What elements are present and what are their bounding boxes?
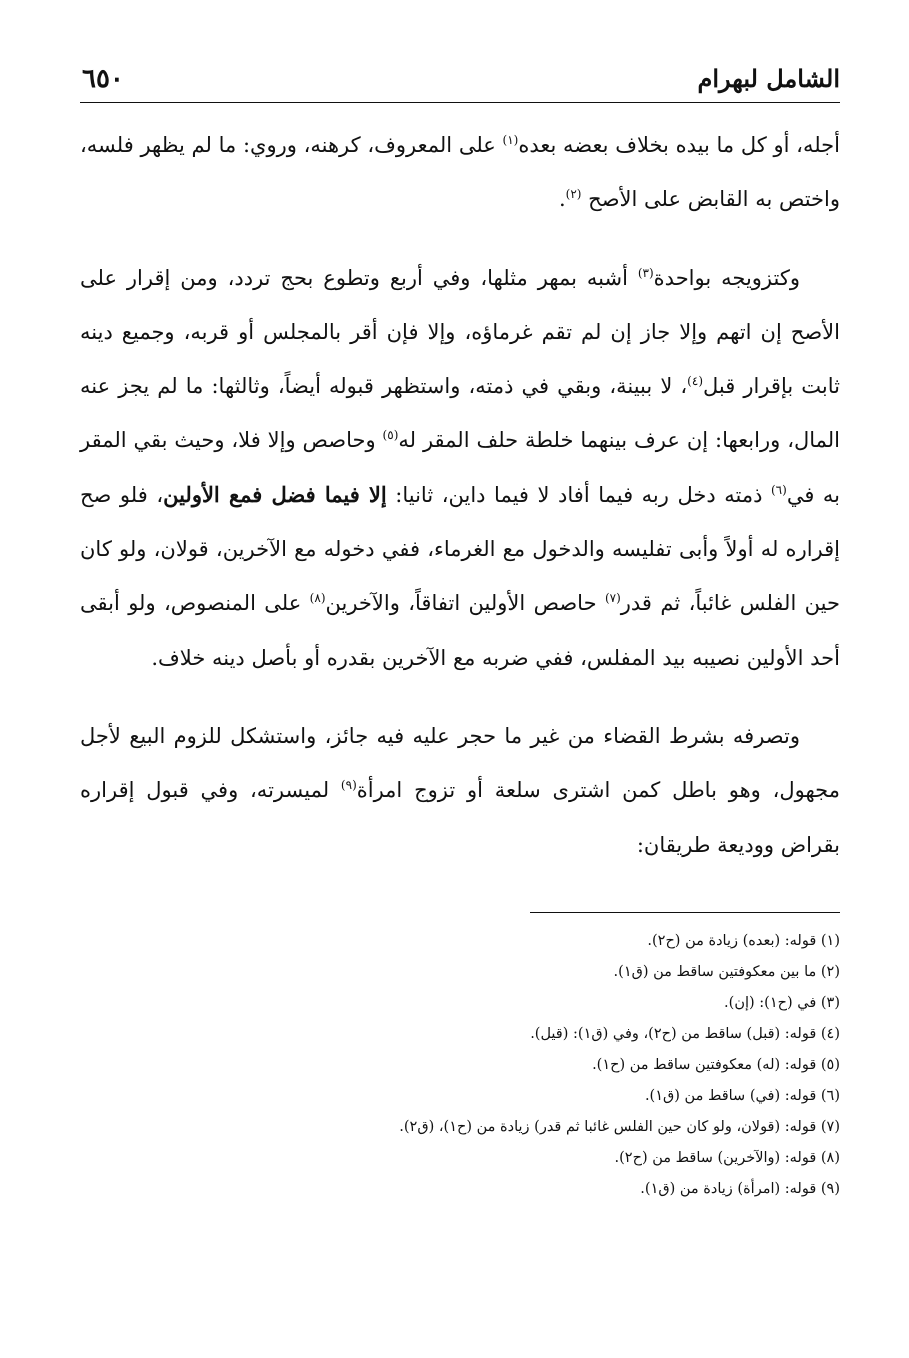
text-run: على المنصوص، ولو أبقى أحد الأولين نصيبه بيد المفلس، ففي ضربه مع الآخرين بقدره أو بأصل دينه خلاف. bbox=[80, 591, 840, 670]
footnote-ref: (٧) bbox=[604, 591, 621, 606]
text-run: وكتزويجه بواحدة bbox=[653, 265, 800, 290]
page-number: ٦٥٠ bbox=[82, 64, 124, 94]
paragraph bbox=[80, 251, 840, 685]
footnote-ref: (٦) bbox=[770, 482, 787, 497]
footnote-ref: (٩) bbox=[340, 778, 357, 793]
footnote-ref: (١) bbox=[502, 133, 519, 147]
footnote: (٤) قوله: (قبل) ساقط من (ح٢)، وفي (ق١): (قيل). bbox=[530, 1026, 840, 1042]
running-title: الشامل لبهرام bbox=[697, 64, 840, 93]
text-run: ، لا ببينة، وبقي في ذمته، واستظهر قبوله أيضاً، وثالثها: ما لم يجز عنه المال، ورابعها: إن عرف بينهما خلطة حلف المقر له bbox=[80, 374, 840, 453]
text-run: وحاصص وإلا فلا، وحيث بقي المقر به في bbox=[80, 428, 841, 507]
text-run: ، فلو صح إقراره له أولاً وأبى تفليسه والدخول مع الغرماء، ففي دخوله مع الآخرين، قولان، ولو كان حين الفلس غائباً، ثم قدر bbox=[80, 482, 840, 616]
text-run: وتصرفه بشرط القضاء من غير ما حجر عليه فيه جائز، واستشكل للزوم البيع لأجل مجهول، وهو باطل كمن اشترى سلعة أو تزوج امرأة bbox=[80, 723, 840, 803]
footnote: (٣) في (ح١): (إن). bbox=[724, 995, 840, 1011]
footnote: (٢) ما بين معكوفتين ساقط من (ق١). bbox=[613, 964, 840, 980]
paragraph bbox=[80, 118, 840, 227]
footnote: (٥) قوله: (له) معكوفتين ساقط من (ح١). bbox=[592, 1057, 840, 1073]
footnote: (١) قوله: (بعده) زيادة من (ح٢). bbox=[647, 933, 840, 949]
footnote-ref: (٨) bbox=[309, 591, 326, 606]
footnote: (٩) قوله: (امرأة) زيادة من (ق١). bbox=[640, 1181, 840, 1197]
bold-text: إلا فيما فضل فمع الأولين bbox=[163, 481, 387, 507]
text-run: . bbox=[558, 187, 566, 212]
footnote-divider bbox=[530, 912, 840, 913]
main-text bbox=[80, 118, 840, 872]
footnote-ref: (٥) bbox=[382, 428, 399, 443]
text-run: أجله، أو كل ما بيده بخلاف بعضه بعده bbox=[518, 133, 840, 157]
footnotes bbox=[80, 926, 840, 1205]
page-header bbox=[80, 62, 840, 103]
text-run: حاصص الأولين اتفاقاً، والآخرين bbox=[325, 591, 605, 616]
footnote-ref: (٢) bbox=[565, 187, 582, 202]
footnote: (٧) قوله: (قولان، ولو كان حين الفلس غائبا ثم قدر) زيادة من (ح١)، (ق٢). bbox=[399, 1119, 840, 1135]
paragraph bbox=[80, 709, 840, 872]
footnote-ref: (٤) bbox=[687, 374, 703, 389]
text-run: ذمته دخل ربه فيما أفاد لا فيما داين، ثانيا: bbox=[386, 482, 771, 507]
text-run: لميسرته، وفي قبول إقراره بقراض ووديعة طريقان: bbox=[80, 778, 840, 857]
footnote: (٦) قوله: (في) ساقط من (ق١). bbox=[644, 1088, 840, 1104]
footnote-ref: (٣) bbox=[637, 265, 654, 280]
footnote: (٨) قوله: (والآخرين) ساقط من (ح٢). bbox=[614, 1150, 840, 1166]
text-run: على المعروف، كرهنه، وروي: ما لم يظهر فلسه، واختص به القابض على الأصح bbox=[80, 133, 840, 212]
text-run: أشبه بمهر مثلها، وفي أربع وتطوع بحج تردد، ومن إقرار على الأصح إن اتهم وإلا جاز إن لم تقم غرماؤه، وإلا فإن أقر بالمجلس أو قربه، وجميع دينه ثابت بإقرار قبل bbox=[80, 265, 841, 399]
